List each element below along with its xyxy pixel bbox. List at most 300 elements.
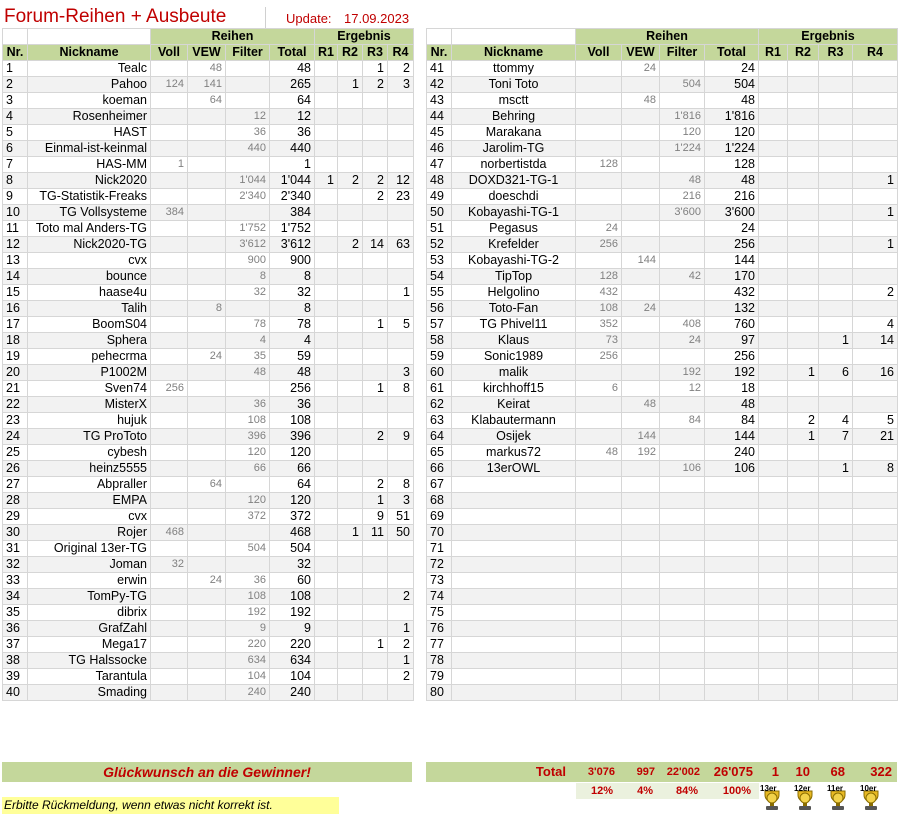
- cell-r3[interactable]: [363, 461, 388, 477]
- cell-r1[interactable]: [759, 125, 788, 141]
- cell-filter[interactable]: [660, 669, 705, 685]
- cell-r4[interactable]: [853, 221, 898, 237]
- cell-nickname[interactable]: [452, 685, 576, 701]
- cell-r1[interactable]: [315, 525, 338, 541]
- cell-voll[interactable]: [576, 653, 622, 669]
- cell-r3[interactable]: [363, 541, 388, 557]
- cell-r3[interactable]: [819, 221, 853, 237]
- cell-voll[interactable]: [151, 61, 188, 77]
- cell-vew[interactable]: [622, 77, 660, 93]
- cell-r2[interactable]: [788, 573, 819, 589]
- cell-total[interactable]: 192: [705, 365, 759, 381]
- cell-total[interactable]: 3'612: [270, 237, 315, 253]
- cell-r4[interactable]: [388, 557, 414, 573]
- cell-r3[interactable]: 6: [819, 365, 853, 381]
- cell-nickname[interactable]: Joman: [28, 557, 151, 573]
- cell-r1[interactable]: [315, 669, 338, 685]
- cell-r3[interactable]: [819, 173, 853, 189]
- cell-r3[interactable]: [819, 557, 853, 573]
- table-row[interactable]: [3, 605, 414, 621]
- cell-voll[interactable]: [151, 541, 188, 557]
- cell-vew[interactable]: [188, 397, 226, 413]
- cell-nickname[interactable]: Toni Toto: [452, 77, 576, 93]
- cell-nickname[interactable]: EMPA: [28, 493, 151, 509]
- cell-r1[interactable]: [315, 349, 338, 365]
- cell-vew[interactable]: [622, 333, 660, 349]
- table-row[interactable]: [427, 685, 898, 701]
- cell-r3[interactable]: 2: [363, 429, 388, 445]
- cell-vew[interactable]: [188, 317, 226, 333]
- cell-r3[interactable]: [363, 397, 388, 413]
- cell-r1[interactable]: [315, 573, 338, 589]
- cell-r4[interactable]: [853, 541, 898, 557]
- cell-nr[interactable]: 44: [427, 109, 452, 125]
- cell-vew[interactable]: [188, 445, 226, 461]
- cell-vew[interactable]: [622, 653, 660, 669]
- cell-r2[interactable]: [788, 461, 819, 477]
- cell-voll[interactable]: 468: [151, 525, 188, 541]
- cell-voll[interactable]: [576, 397, 622, 413]
- cell-nickname[interactable]: ttommy: [452, 61, 576, 77]
- cell-r4[interactable]: [853, 157, 898, 173]
- cell-nickname[interactable]: erwin: [28, 573, 151, 589]
- cell-nickname[interactable]: Rosenheimer: [28, 109, 151, 125]
- col-filter[interactable]: Filter: [226, 45, 270, 61]
- col-r2[interactable]: R2: [338, 45, 363, 61]
- cell-filter[interactable]: 104: [226, 669, 270, 685]
- cell-nickname[interactable]: Nick2020: [28, 173, 151, 189]
- cell-r2[interactable]: [338, 381, 363, 397]
- cell-voll[interactable]: [576, 477, 622, 493]
- cell-voll[interactable]: [576, 141, 622, 157]
- cell-r4[interactable]: [853, 477, 898, 493]
- cell-r1[interactable]: [315, 477, 338, 493]
- cell-r1[interactable]: [759, 541, 788, 557]
- cell-r4[interactable]: [388, 573, 414, 589]
- cell-vew[interactable]: [188, 381, 226, 397]
- cell-nickname[interactable]: Tarantula: [28, 669, 151, 685]
- cell-r4[interactable]: 2: [388, 61, 414, 77]
- cell-filter[interactable]: 408: [660, 317, 705, 333]
- cell-r1[interactable]: [315, 605, 338, 621]
- cell-total[interactable]: [705, 589, 759, 605]
- cell-vew[interactable]: [622, 109, 660, 125]
- cell-r1[interactable]: [315, 637, 338, 653]
- cell-vew[interactable]: [622, 237, 660, 253]
- cell-r3[interactable]: [363, 221, 388, 237]
- cell-total[interactable]: 48: [270, 365, 315, 381]
- cell-r1[interactable]: [315, 157, 338, 173]
- cell-nr[interactable]: 36: [3, 621, 28, 637]
- table-row[interactable]: [427, 61, 898, 77]
- cell-nr[interactable]: 45: [427, 125, 452, 141]
- cell-r4[interactable]: 51: [388, 509, 414, 525]
- cell-nr[interactable]: 40: [3, 685, 28, 701]
- cell-r2[interactable]: [338, 141, 363, 157]
- cell-voll[interactable]: [151, 349, 188, 365]
- cell-r3[interactable]: [819, 301, 853, 317]
- cell-nickname[interactable]: GrafZahl: [28, 621, 151, 637]
- cell-r2[interactable]: [788, 653, 819, 669]
- table-row[interactable]: [3, 445, 414, 461]
- cell-nr[interactable]: 55: [427, 285, 452, 301]
- table-row[interactable]: [3, 493, 414, 509]
- cell-r3[interactable]: [819, 653, 853, 669]
- cell-total[interactable]: 170: [705, 269, 759, 285]
- cell-r3[interactable]: [363, 669, 388, 685]
- cell-voll[interactable]: [151, 621, 188, 637]
- cell-vew[interactable]: [188, 509, 226, 525]
- cell-r4[interactable]: [853, 125, 898, 141]
- cell-r3[interactable]: [819, 237, 853, 253]
- table-row[interactable]: [3, 205, 414, 221]
- cell-voll[interactable]: [151, 269, 188, 285]
- cell-nickname[interactable]: Nick2020-TG: [28, 237, 151, 253]
- cell-nickname[interactable]: cvx: [28, 509, 151, 525]
- cell-r2[interactable]: [338, 301, 363, 317]
- cell-total[interactable]: 48: [705, 397, 759, 413]
- table-row[interactable]: [427, 621, 898, 637]
- table-row[interactable]: [3, 413, 414, 429]
- cell-total[interactable]: 1'224: [705, 141, 759, 157]
- cell-voll[interactable]: [151, 93, 188, 109]
- cell-r3[interactable]: [819, 317, 853, 333]
- cell-r2[interactable]: [338, 541, 363, 557]
- cell-total[interactable]: 504: [270, 541, 315, 557]
- cell-r2[interactable]: 2: [338, 173, 363, 189]
- cell-total[interactable]: 256: [270, 381, 315, 397]
- cell-vew[interactable]: [622, 525, 660, 541]
- cell-total[interactable]: [705, 525, 759, 541]
- cell-nickname[interactable]: TG Phivel11: [452, 317, 576, 333]
- col-vew[interactable]: VEW: [188, 45, 226, 61]
- table-row[interactable]: [3, 461, 414, 477]
- cell-nr[interactable]: 6: [3, 141, 28, 157]
- cell-r4[interactable]: [388, 141, 414, 157]
- cell-total[interactable]: 64: [270, 477, 315, 493]
- cell-r1[interactable]: [315, 413, 338, 429]
- cell-filter[interactable]: [660, 637, 705, 653]
- cell-voll[interactable]: [151, 605, 188, 621]
- cell-voll[interactable]: [151, 429, 188, 445]
- cell-r3[interactable]: 2: [363, 477, 388, 493]
- cell-r1[interactable]: [759, 397, 788, 413]
- cell-nr[interactable]: 3: [3, 93, 28, 109]
- cell-r2[interactable]: [788, 589, 819, 605]
- cell-r2[interactable]: [788, 333, 819, 349]
- cell-nr[interactable]: 52: [427, 237, 452, 253]
- cell-total[interactable]: 1'044: [270, 173, 315, 189]
- table-row[interactable]: [427, 109, 898, 125]
- cell-r2[interactable]: [338, 397, 363, 413]
- cell-r1[interactable]: [759, 381, 788, 397]
- cell-r2[interactable]: [338, 605, 363, 621]
- cell-nickname[interactable]: [452, 669, 576, 685]
- cell-total[interactable]: 3'600: [705, 205, 759, 221]
- table-row[interactable]: [427, 189, 898, 205]
- cell-r1[interactable]: [759, 109, 788, 125]
- table-row[interactable]: [3, 221, 414, 237]
- cell-r4[interactable]: [853, 253, 898, 269]
- cell-r1[interactable]: [759, 253, 788, 269]
- cell-r4[interactable]: [853, 445, 898, 461]
- cell-nickname[interactable]: [452, 525, 576, 541]
- cell-r1[interactable]: [759, 413, 788, 429]
- cell-vew[interactable]: [622, 541, 660, 557]
- table-row[interactable]: [3, 429, 414, 445]
- cell-vew[interactable]: 24: [622, 61, 660, 77]
- cell-r2[interactable]: [338, 493, 363, 509]
- cell-r1[interactable]: [759, 269, 788, 285]
- cell-nickname[interactable]: Pahoo: [28, 77, 151, 93]
- table-row[interactable]: [3, 557, 414, 573]
- cell-r3[interactable]: [819, 685, 853, 701]
- cell-filter[interactable]: 1'044: [226, 173, 270, 189]
- cell-nr[interactable]: 68: [427, 493, 452, 509]
- cell-vew[interactable]: [622, 477, 660, 493]
- cell-vew[interactable]: [622, 413, 660, 429]
- cell-vew[interactable]: 48: [188, 61, 226, 77]
- cell-vew[interactable]: [188, 525, 226, 541]
- cell-nr[interactable]: 38: [3, 653, 28, 669]
- cell-filter[interactable]: 120: [660, 125, 705, 141]
- cell-r1[interactable]: [759, 205, 788, 221]
- cell-total[interactable]: [705, 557, 759, 573]
- cell-nr[interactable]: 80: [427, 685, 452, 701]
- cell-voll[interactable]: [151, 397, 188, 413]
- cell-total[interactable]: 48: [270, 61, 315, 77]
- cell-r4[interactable]: [388, 413, 414, 429]
- cell-voll[interactable]: [576, 189, 622, 205]
- cell-filter[interactable]: [660, 493, 705, 509]
- cell-r2[interactable]: [338, 221, 363, 237]
- cell-r4[interactable]: 14: [853, 333, 898, 349]
- table-row[interactable]: [3, 333, 414, 349]
- table-row[interactable]: [427, 365, 898, 381]
- table-row[interactable]: [427, 125, 898, 141]
- cell-r4[interactable]: 8: [388, 381, 414, 397]
- cell-r4[interactable]: [388, 93, 414, 109]
- cell-total[interactable]: 2'340: [270, 189, 315, 205]
- cell-nr[interactable]: 72: [427, 557, 452, 573]
- cell-r2[interactable]: [788, 317, 819, 333]
- col-nr[interactable]: Nr.: [3, 45, 28, 61]
- cell-r1[interactable]: [759, 445, 788, 461]
- table-row[interactable]: [3, 173, 414, 189]
- cell-r1[interactable]: [315, 93, 338, 109]
- cell-r4[interactable]: [388, 301, 414, 317]
- cell-nr[interactable]: 66: [427, 461, 452, 477]
- cell-r3[interactable]: [819, 61, 853, 77]
- cell-nr[interactable]: 70: [427, 525, 452, 541]
- cell-voll[interactable]: [151, 685, 188, 701]
- table-row[interactable]: [427, 285, 898, 301]
- cell-vew[interactable]: [188, 285, 226, 301]
- cell-total[interactable]: 192: [270, 605, 315, 621]
- cell-nr[interactable]: 32: [3, 557, 28, 573]
- cell-r4[interactable]: 3: [388, 77, 414, 93]
- table-row[interactable]: [3, 477, 414, 493]
- cell-total[interactable]: 634: [270, 653, 315, 669]
- cell-r2[interactable]: [338, 333, 363, 349]
- cell-r3[interactable]: 2: [363, 77, 388, 93]
- cell-r1[interactable]: [759, 77, 788, 93]
- cell-filter[interactable]: 634: [226, 653, 270, 669]
- cell-nr[interactable]: 1: [3, 61, 28, 77]
- cell-r2[interactable]: [788, 525, 819, 541]
- cell-vew[interactable]: 24: [622, 301, 660, 317]
- cell-nr[interactable]: 65: [427, 445, 452, 461]
- cell-voll[interactable]: [576, 413, 622, 429]
- cell-r3[interactable]: [819, 621, 853, 637]
- cell-r2[interactable]: [788, 285, 819, 301]
- col-r2[interactable]: R2: [788, 45, 819, 61]
- cell-filter[interactable]: [660, 685, 705, 701]
- col-filter[interactable]: Filter: [660, 45, 705, 61]
- cell-r2[interactable]: [338, 285, 363, 301]
- cell-voll[interactable]: [151, 141, 188, 157]
- cell-nickname[interactable]: TG-Statistik-Freaks: [28, 189, 151, 205]
- cell-vew[interactable]: 64: [188, 477, 226, 493]
- cell-r4[interactable]: [388, 253, 414, 269]
- cell-r4[interactable]: [853, 349, 898, 365]
- table-row[interactable]: [427, 461, 898, 477]
- cell-nr[interactable]: 27: [3, 477, 28, 493]
- cell-nickname[interactable]: msctt: [452, 93, 576, 109]
- cell-r2[interactable]: [338, 109, 363, 125]
- cell-r3[interactable]: 1: [363, 317, 388, 333]
- cell-nr[interactable]: 20: [3, 365, 28, 381]
- cell-voll[interactable]: [576, 109, 622, 125]
- cell-r3[interactable]: [363, 653, 388, 669]
- cell-filter[interactable]: [660, 397, 705, 413]
- cell-nr[interactable]: 79: [427, 669, 452, 685]
- cell-r2[interactable]: [338, 429, 363, 445]
- cell-r4[interactable]: [388, 541, 414, 557]
- cell-nickname[interactable]: Kobayashi-TG-1: [452, 205, 576, 221]
- cell-r3[interactable]: [819, 285, 853, 301]
- cell-filter[interactable]: 36: [226, 397, 270, 413]
- table-row[interactable]: [3, 61, 414, 77]
- cell-total[interactable]: 108: [270, 413, 315, 429]
- cell-r2[interactable]: [788, 685, 819, 701]
- cell-vew[interactable]: [188, 685, 226, 701]
- cell-nickname[interactable]: HAST: [28, 125, 151, 141]
- cell-vew[interactable]: [622, 157, 660, 173]
- cell-r4[interactable]: 8: [388, 477, 414, 493]
- cell-nickname[interactable]: Einmal-ist-keinmal: [28, 141, 151, 157]
- cell-filter[interactable]: 9: [226, 621, 270, 637]
- cell-r1[interactable]: [759, 589, 788, 605]
- cell-filter[interactable]: 36: [226, 125, 270, 141]
- cell-r4[interactable]: [853, 269, 898, 285]
- table-row[interactable]: [427, 205, 898, 221]
- table-row[interactable]: [427, 477, 898, 493]
- cell-nickname[interactable]: Sphera: [28, 333, 151, 349]
- cell-r2[interactable]: [788, 77, 819, 93]
- cell-r1[interactable]: [759, 317, 788, 333]
- table-row[interactable]: [3, 349, 414, 365]
- cell-r4[interactable]: [388, 333, 414, 349]
- cell-r4[interactable]: 12: [388, 173, 414, 189]
- table-row[interactable]: [427, 253, 898, 269]
- cell-r1[interactable]: [315, 493, 338, 509]
- col-nickname[interactable]: Nickname: [28, 45, 151, 61]
- cell-nr[interactable]: 15: [3, 285, 28, 301]
- cell-vew[interactable]: [188, 365, 226, 381]
- cell-r4[interactable]: [853, 93, 898, 109]
- cell-total[interactable]: 64: [270, 93, 315, 109]
- cell-filter[interactable]: 240: [226, 685, 270, 701]
- cell-voll[interactable]: [576, 621, 622, 637]
- cell-r1[interactable]: [759, 189, 788, 205]
- cell-total[interactable]: 78: [270, 317, 315, 333]
- cell-r3[interactable]: [363, 685, 388, 701]
- cell-total[interactable]: [705, 509, 759, 525]
- cell-r2[interactable]: [338, 365, 363, 381]
- cell-voll[interactable]: [576, 365, 622, 381]
- cell-r1[interactable]: [759, 237, 788, 253]
- cell-nickname[interactable]: Sven74: [28, 381, 151, 397]
- cell-nickname[interactable]: Tealc: [28, 61, 151, 77]
- cell-r4[interactable]: [388, 157, 414, 173]
- cell-voll[interactable]: [576, 637, 622, 653]
- cell-r2[interactable]: [788, 493, 819, 509]
- cell-nr[interactable]: 53: [427, 253, 452, 269]
- cell-r3[interactable]: [819, 205, 853, 221]
- cell-filter[interactable]: 84: [660, 413, 705, 429]
- cell-r3[interactable]: [363, 621, 388, 637]
- cell-r3[interactable]: [819, 477, 853, 493]
- cell-vew[interactable]: [622, 317, 660, 333]
- cell-r1[interactable]: [759, 669, 788, 685]
- cell-r1[interactable]: [759, 525, 788, 541]
- cell-filter[interactable]: [226, 61, 270, 77]
- table-row[interactable]: [3, 301, 414, 317]
- cell-r4[interactable]: 4: [853, 317, 898, 333]
- cell-vew[interactable]: [622, 349, 660, 365]
- cell-vew[interactable]: [622, 141, 660, 157]
- cell-vew[interactable]: [188, 109, 226, 125]
- cell-total[interactable]: 900: [270, 253, 315, 269]
- cell-filter[interactable]: [226, 381, 270, 397]
- col-r1[interactable]: R1: [759, 45, 788, 61]
- cell-r2[interactable]: [788, 301, 819, 317]
- cell-r3[interactable]: [819, 349, 853, 365]
- cell-r3[interactable]: [819, 605, 853, 621]
- cell-filter[interactable]: [660, 429, 705, 445]
- cell-voll[interactable]: [576, 557, 622, 573]
- table-row[interactable]: [3, 157, 414, 173]
- cell-nr[interactable]: 51: [427, 221, 452, 237]
- cell-r4[interactable]: [853, 141, 898, 157]
- cell-nickname[interactable]: MisterX: [28, 397, 151, 413]
- cell-r4[interactable]: 63: [388, 237, 414, 253]
- cell-r1[interactable]: [315, 541, 338, 557]
- cell-total[interactable]: 220: [270, 637, 315, 653]
- cell-r4[interactable]: 1: [388, 285, 414, 301]
- cell-nr[interactable]: 7: [3, 157, 28, 173]
- table-row[interactable]: [427, 349, 898, 365]
- table-row[interactable]: [427, 237, 898, 253]
- cell-r4[interactable]: [853, 557, 898, 573]
- cell-r3[interactable]: 4: [819, 413, 853, 429]
- cell-r1[interactable]: [759, 333, 788, 349]
- cell-vew[interactable]: [188, 605, 226, 621]
- cell-r4[interactable]: [388, 221, 414, 237]
- cell-r4[interactable]: [853, 525, 898, 541]
- cell-r1[interactable]: [315, 125, 338, 141]
